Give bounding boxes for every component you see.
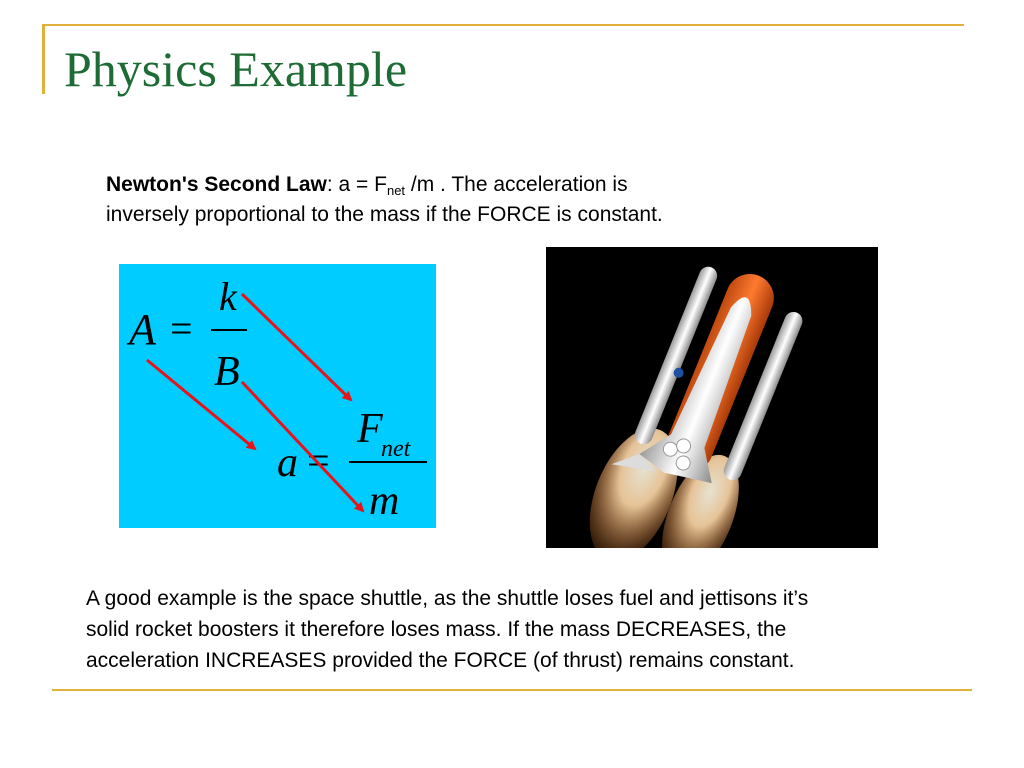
- example-line-1: A good example is the space shuttle, as the shuttle loses fuel and jettisons it’s: [86, 587, 809, 610]
- arrow-k-to-f: [242, 294, 351, 400]
- newtons-law-text: [106, 170, 806, 230]
- example-paragraph: [86, 583, 986, 676]
- bottom-rule: [52, 689, 972, 691]
- formula-top-denominator: B: [214, 349, 240, 395]
- formula-top-lhs: A: [129, 305, 156, 354]
- formula-bottom-numerator: F: [357, 406, 383, 452]
- example-line-3: acceleration INCREASES provided the FORCE (of thrust) remains constant.: [86, 649, 795, 672]
- space-shuttle-image: [546, 247, 878, 548]
- top-rule: [44, 24, 964, 26]
- formula-diagram: [119, 264, 436, 528]
- left-rule: [42, 24, 45, 94]
- formula-box: [119, 264, 436, 528]
- example-line-2: solid rocket boosters it therefore loses mass. If the mass DECREASES, the: [86, 618, 787, 641]
- formula-bottom-equals: =: [307, 438, 330, 483]
- law-heading: Newton's Second Law: [106, 173, 327, 196]
- formula-top-numerator: k: [219, 274, 237, 319]
- law-equation-rest: /m . The acceleration is: [405, 173, 628, 196]
- formula-bottom-numerator-subscript: net: [381, 436, 411, 462]
- arrow-b-to-m: [242, 382, 363, 511]
- formula-bottom-denominator: m: [369, 478, 400, 524]
- slide-title: Physics Example: [64, 41, 408, 97]
- law-line-2: inversely proportional to the mass if the FORCE is constant.: [106, 203, 663, 226]
- formula-bottom-lhs: a: [277, 440, 298, 486]
- law-subscript: net: [386, 183, 406, 198]
- law-equation-start: : a = F: [326, 173, 387, 196]
- formula-top-equals: =: [170, 306, 193, 351]
- space-shuttle-illustration: [546, 247, 878, 548]
